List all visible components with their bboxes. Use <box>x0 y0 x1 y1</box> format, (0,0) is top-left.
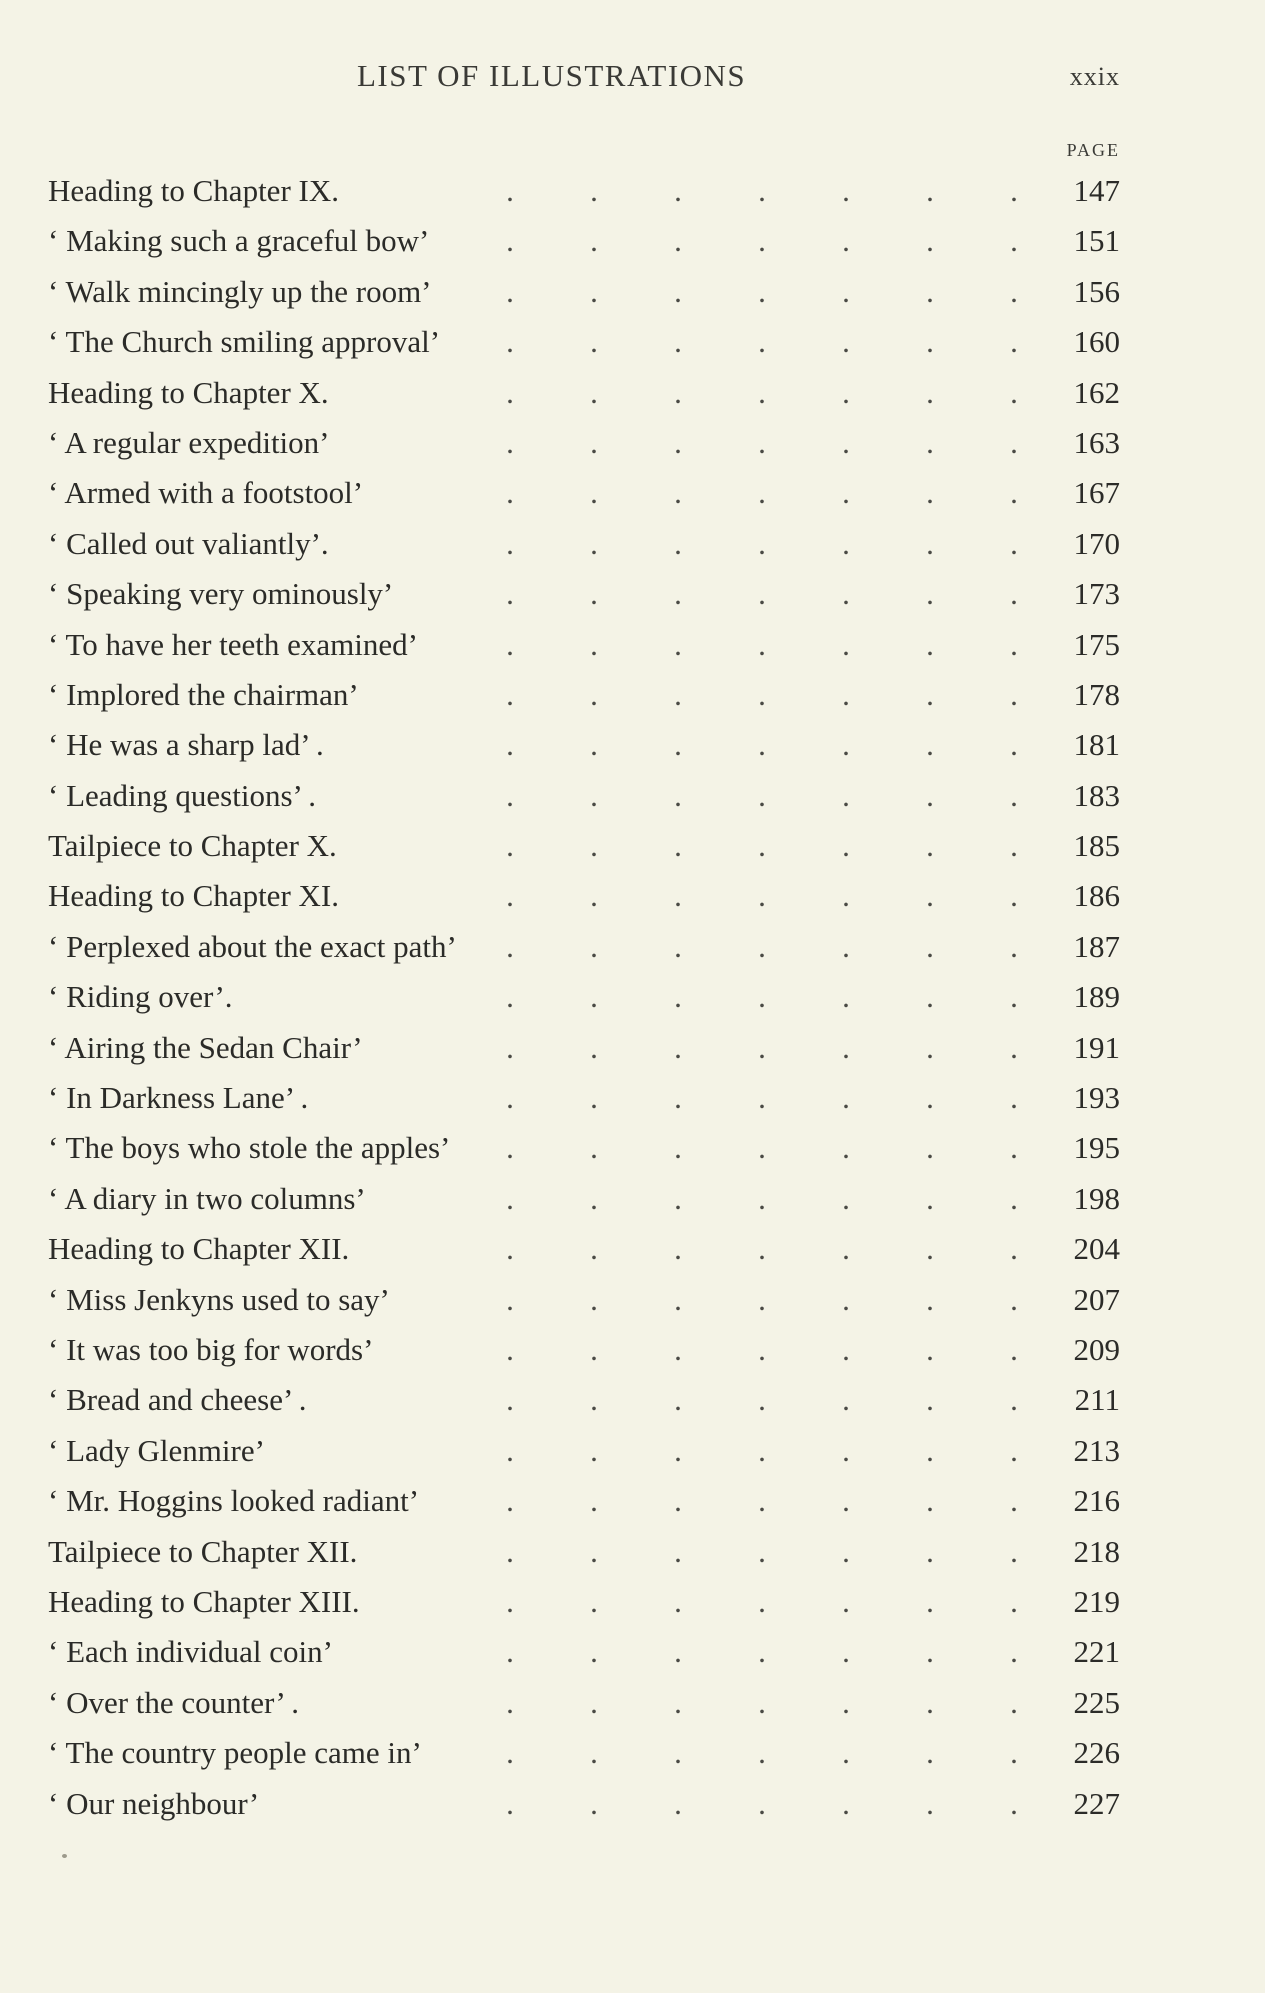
dot-leader: . . . . . . . <box>506 777 1018 813</box>
list-item <box>48 368 1120 418</box>
dot-leader: . . . . . . . <box>506 1180 1018 1216</box>
list-item <box>48 468 1120 518</box>
dot-leader: . . . . . . . <box>506 1583 1018 1619</box>
illustration-title: ‘ Each individual coin’ <box>48 1634 333 1670</box>
illustration-page-number: 195 <box>1073 1130 1120 1166</box>
list-item <box>48 1073 1120 1123</box>
dot-leader: . . . . . . . <box>506 828 1018 864</box>
illustration-page-number: 185 <box>1073 828 1120 864</box>
illustration-title: ‘ Airing the Sedan Chair’ <box>48 1029 363 1065</box>
illustration-title: Heading to Chapter XII. <box>48 1231 350 1267</box>
list-item <box>48 1577 1120 1627</box>
dot-leader: . . . . . . . <box>506 626 1018 662</box>
list-item <box>48 1678 1120 1728</box>
illustration-title: ‘ Perplexed about the exact path’ <box>48 928 457 964</box>
illustration-page-number: 191 <box>1073 1029 1120 1065</box>
illustration-title: ‘ Our neighbour’ <box>48 1785 260 1821</box>
illustration-title: ‘ Over the counter’ . <box>48 1684 300 1720</box>
dot-leader: . . . . . . . <box>506 1483 1018 1519</box>
list-item <box>48 317 1120 367</box>
list-item <box>48 1275 1120 1325</box>
illustration-page-number: 225 <box>1073 1684 1120 1720</box>
illustration-page-number: 147 <box>1073 173 1120 208</box>
illustration-title: ‘ Armed with a footstool’ <box>48 475 364 511</box>
list-item <box>48 519 1120 569</box>
illustration-page-number: 226 <box>1073 1735 1120 1771</box>
illustration-list <box>48 166 1120 1829</box>
illustration-title: ‘ A diary in two columns’ <box>48 1180 366 1216</box>
dot-leader: . . . . . . . <box>506 1130 1018 1166</box>
list-item <box>48 922 1120 972</box>
dot-leader: . . . . . . . <box>506 878 1018 914</box>
list-item <box>48 1325 1120 1375</box>
list-item <box>48 871 1120 921</box>
illustration-title: Heading to Chapter IX. <box>48 173 339 208</box>
illustration-title: ‘ Mr. Hoggins looked radiant’ <box>48 1483 420 1519</box>
list-item <box>48 1728 1120 1778</box>
list-item <box>48 1779 1120 1829</box>
dot-leader: . . . . . . . <box>506 1634 1018 1670</box>
list-item <box>48 972 1120 1022</box>
dot-leader: . . . . . . . <box>506 1785 1018 1821</box>
dot-leader: . . . . . . . <box>506 424 1018 460</box>
illustration-page-number: 204 <box>1073 1231 1120 1267</box>
illustration-page-number: 151 <box>1073 223 1120 259</box>
dot-leader: . . . . . . . <box>506 1331 1018 1367</box>
illustration-page-number: 211 <box>1074 1382 1120 1418</box>
illustration-page-number: 209 <box>1073 1331 1120 1367</box>
illustration-page-number: 175 <box>1073 626 1120 662</box>
illustration-page-number: 186 <box>1073 878 1120 914</box>
list-item <box>48 1123 1120 1173</box>
illustration-title: ‘ The boys who stole the apples’ <box>48 1130 451 1166</box>
paper-speck <box>62 1854 67 1858</box>
illustration-title: ‘ Leading questions’ . <box>48 777 317 813</box>
dot-leader: . . . . . . . <box>506 273 1018 309</box>
illustration-page-number: 170 <box>1073 525 1120 561</box>
illustration-page-number: 216 <box>1073 1483 1120 1519</box>
illustration-title: ‘ Called out valiantly’. <box>48 525 329 561</box>
illustration-title: Heading to Chapter XI. <box>48 878 339 914</box>
page-number: xxix <box>1069 62 1120 91</box>
list-item <box>48 1224 1120 1274</box>
illustration-page-number: 167 <box>1073 475 1120 511</box>
dot-leader: . . . . . . . <box>506 223 1018 259</box>
illustration-title: Heading to Chapter XIII. <box>48 1583 360 1619</box>
illustration-title: ‘ A regular expedition’ <box>48 424 330 460</box>
illustration-title: ‘ To have her teeth examined’ <box>48 626 418 662</box>
illustration-page-number: 156 <box>1073 273 1120 309</box>
illustration-page-number: 173 <box>1073 576 1120 612</box>
illustration-page-number: 193 <box>1073 1080 1120 1116</box>
illustration-title: ‘ He was a sharp lad’ . <box>48 727 324 763</box>
illustration-title: ‘ In Darkness Lane’ . <box>48 1080 309 1116</box>
list-item <box>48 267 1120 317</box>
illustration-title: ‘ Miss Jenkyns used to say’ <box>48 1281 390 1317</box>
illustration-page-number: 189 <box>1073 979 1120 1015</box>
dot-leader: . . . . . . . <box>506 324 1018 360</box>
list-item <box>48 1627 1120 1677</box>
illustration-title: ‘ The country people came in’ <box>48 1735 422 1771</box>
list-item <box>48 620 1120 670</box>
dot-leader: . . . . . . . <box>506 1080 1018 1116</box>
illustration-title: ‘ Riding over’. <box>48 979 233 1015</box>
dot-leader: . . . . . . . <box>506 576 1018 612</box>
dot-leader: . . . . . . . <box>506 374 1018 410</box>
list-item <box>48 216 1120 266</box>
illustration-page-number: 219 <box>1073 1583 1120 1619</box>
dot-leader: . . . . . . . <box>506 1684 1018 1720</box>
dot-leader: . . . . . . . <box>506 1029 1018 1065</box>
dot-leader: . . . . . . . <box>506 676 1018 712</box>
list-item <box>48 1476 1120 1526</box>
dot-leader: . . . . . . . <box>506 1382 1018 1418</box>
illustration-page-number: 162 <box>1073 374 1120 410</box>
illustration-title: ‘ It was too big for words’ <box>48 1331 374 1367</box>
illustration-page-number: 160 <box>1073 324 1120 360</box>
illustration-title: ‘ The Church smiling approval’ <box>48 324 441 360</box>
dot-leader: . . . . . . . <box>506 1432 1018 1468</box>
list-item <box>48 720 1120 770</box>
list-item <box>48 771 1120 821</box>
list-item <box>48 670 1120 720</box>
illustration-title: Tailpiece to Chapter XII. <box>48 1533 358 1569</box>
list-item <box>48 569 1120 619</box>
illustration-page-number: 183 <box>1073 777 1120 813</box>
illustration-title: ‘ Making such a graceful bow’ <box>48 223 430 259</box>
page-title: LIST OF ILLUSTRATIONS <box>357 58 747 93</box>
list-item <box>48 1174 1120 1224</box>
dot-leader: . . . . . . . <box>506 1281 1018 1317</box>
dot-leader: . . . . . . . <box>506 173 1018 208</box>
dot-leader: . . . . . . . <box>506 928 1018 964</box>
illustration-page-number: 221 <box>1073 1634 1120 1670</box>
illustration-page-number: 163 <box>1073 424 1120 460</box>
dot-leader: . . . . . . . <box>506 979 1018 1015</box>
dot-leader: . . . . . . . <box>506 1735 1018 1771</box>
illustration-title: ‘ Bread and cheese’ . <box>48 1382 307 1418</box>
dot-leader: . . . . . . . <box>506 525 1018 561</box>
list-item <box>48 1527 1120 1577</box>
list-item <box>48 1426 1120 1476</box>
list-item <box>48 418 1120 468</box>
illustration-title: Tailpiece to Chapter X. <box>48 828 337 864</box>
illustration-title: ‘ Lady Glenmire’ <box>48 1432 265 1468</box>
page-column-label: PAGE <box>1066 140 1120 160</box>
dot-leader: . . . . . . . <box>506 1533 1018 1569</box>
illustration-title: ‘ Walk mincingly up the room’ <box>48 273 432 309</box>
illustration-page-number: 198 <box>1073 1180 1120 1216</box>
illustration-title: ‘ Speaking very ominously’ <box>48 576 394 612</box>
list-item <box>48 821 1120 871</box>
dot-leader: . . . . . . . <box>506 1231 1018 1267</box>
running-head <box>0 58 1265 108</box>
illustration-title: Heading to Chapter X. <box>48 374 329 410</box>
list-item <box>48 1375 1120 1425</box>
list-item <box>48 166 1120 216</box>
illustration-page-number: 207 <box>1073 1281 1120 1317</box>
dot-leader: . . . . . . . <box>506 475 1018 511</box>
dot-leader: . . . . . . . <box>506 727 1018 763</box>
illustration-page-number: 218 <box>1073 1533 1120 1569</box>
illustration-page-number: 227 <box>1073 1785 1120 1821</box>
illustration-page-number: 213 <box>1073 1432 1120 1468</box>
illustration-title: ‘ Implored the chairman’ <box>48 676 359 712</box>
illustration-page-number: 178 <box>1073 676 1120 712</box>
illustration-page-number: 181 <box>1073 727 1120 763</box>
illustration-page-number: 187 <box>1073 928 1120 964</box>
list-item <box>48 1023 1120 1073</box>
